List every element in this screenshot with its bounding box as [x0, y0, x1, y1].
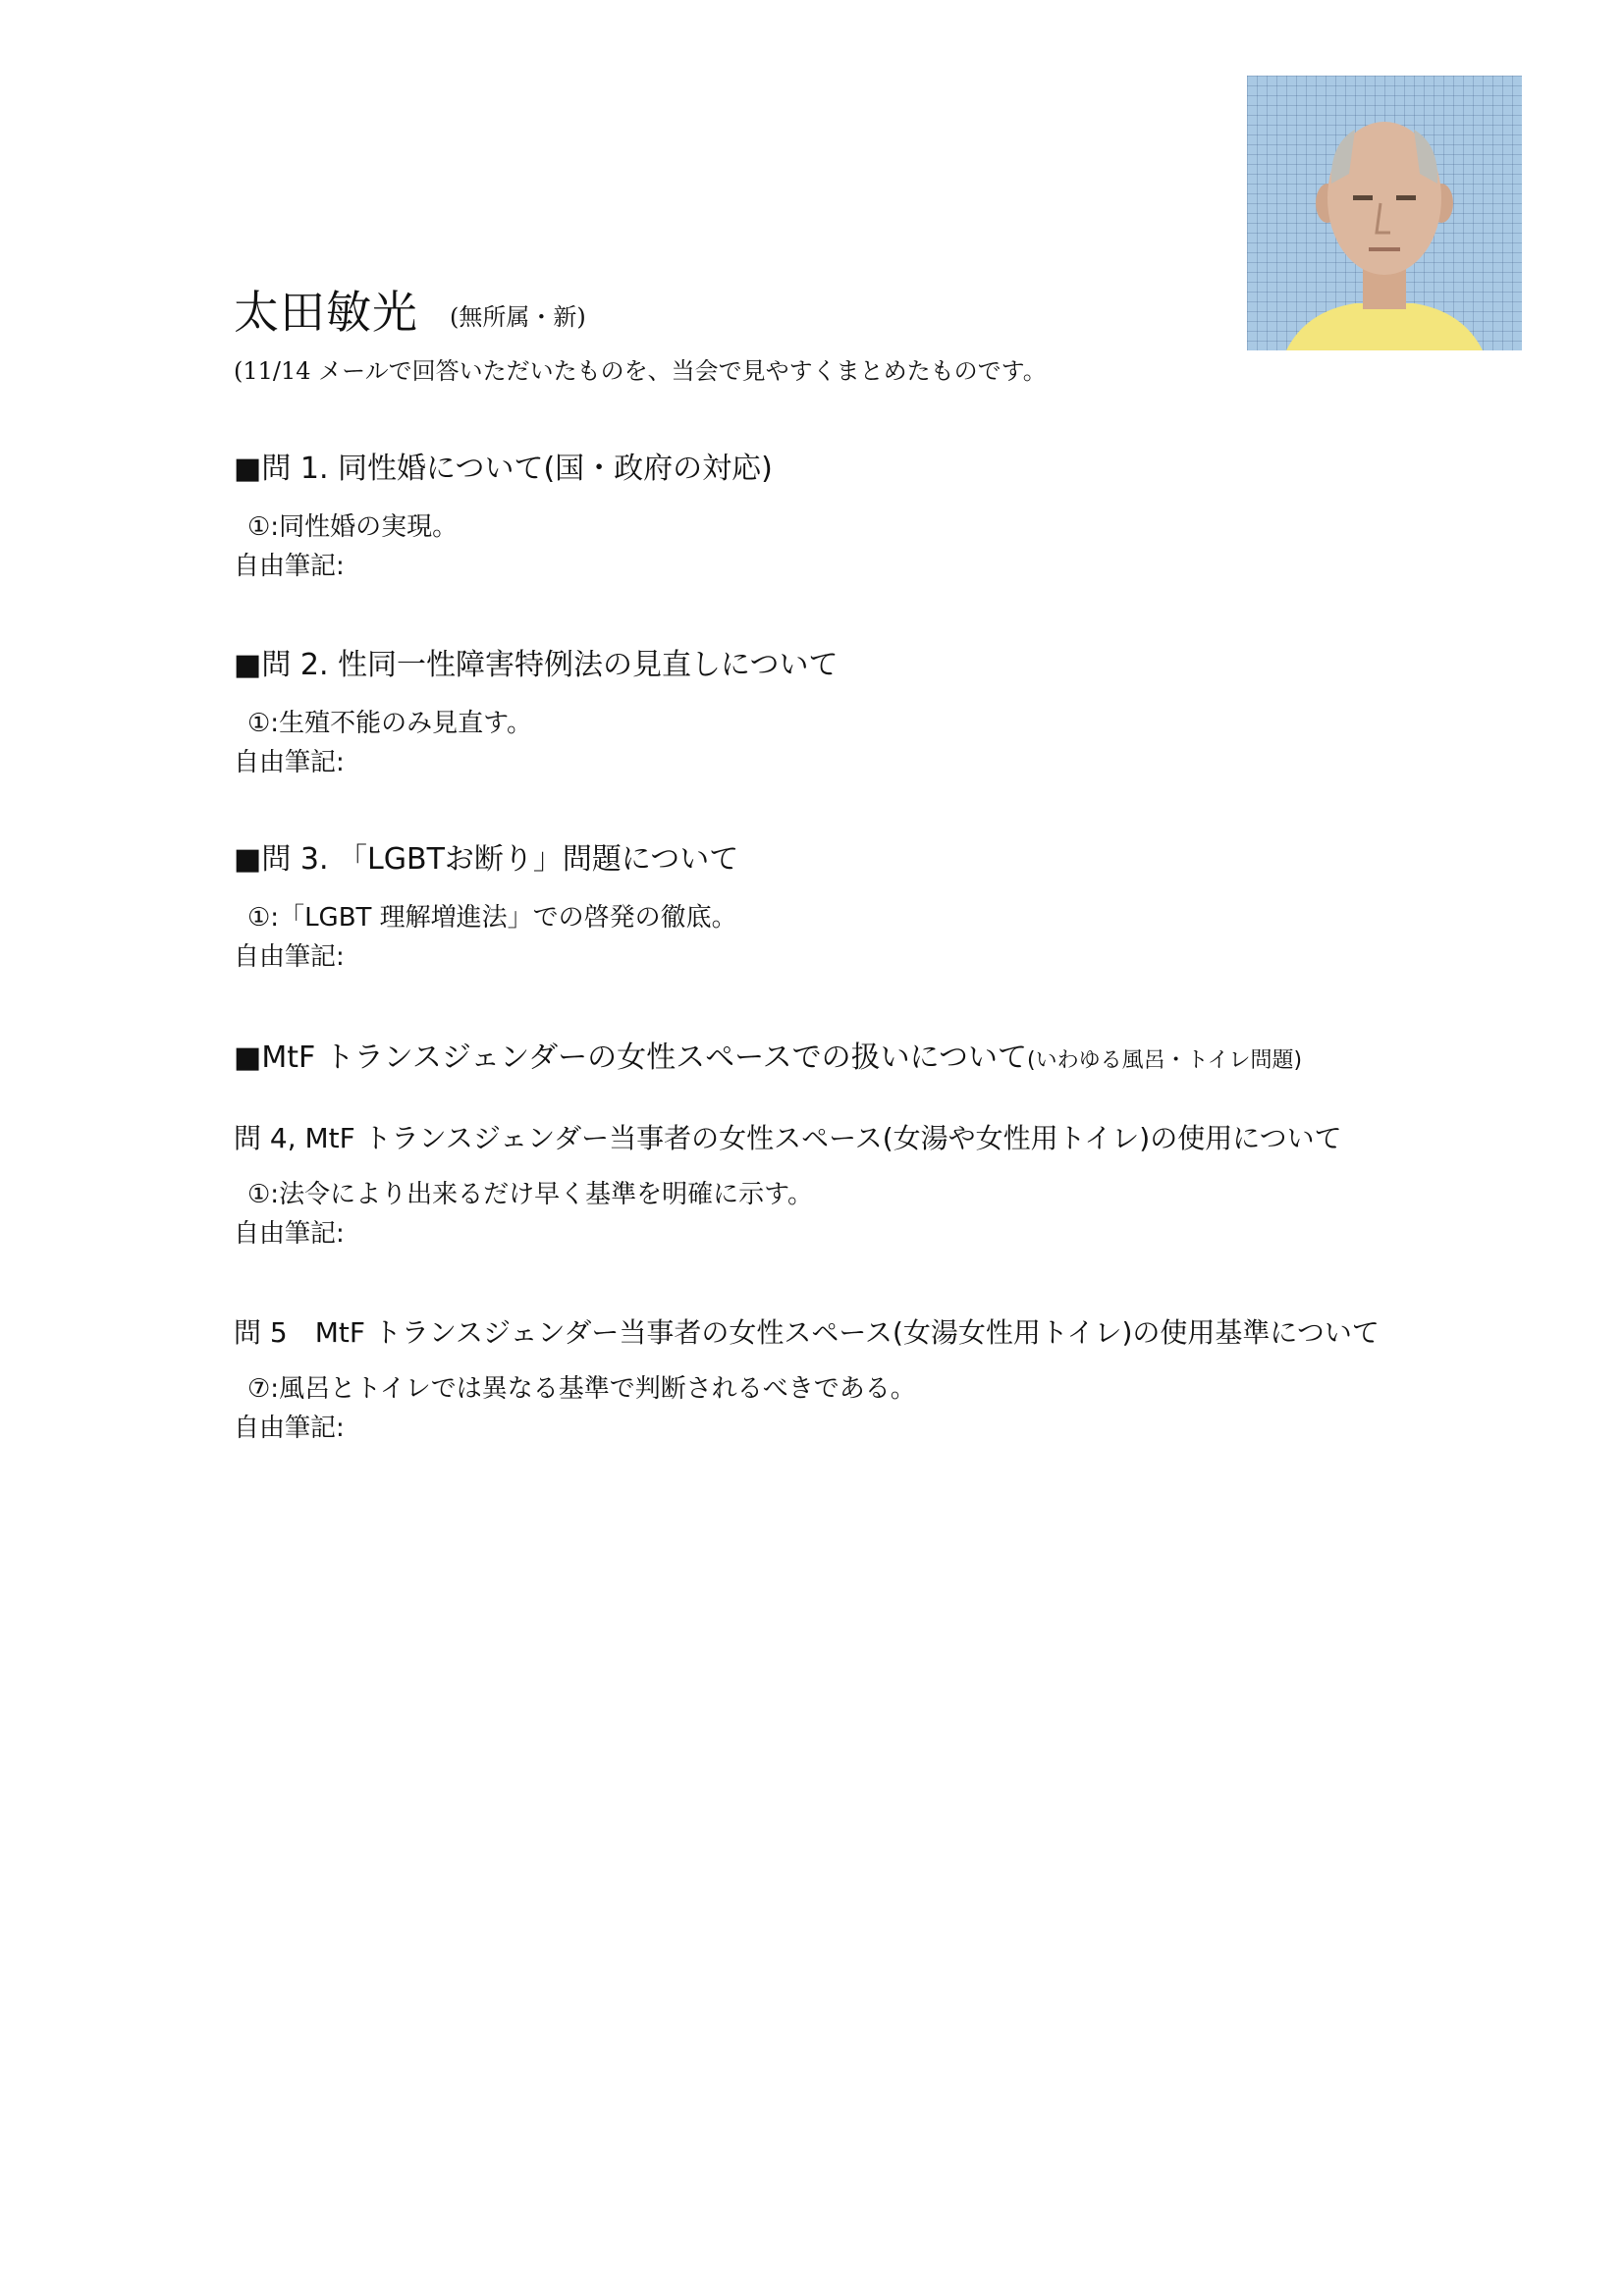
mtf-section-heading [234, 1039, 1302, 1081]
portrait-photo [1247, 76, 1522, 350]
question-3: ■問 3. 「LGBTお断り」問題について [234, 842, 739, 877]
question-1: ■問 1. 同性婚について(国・政府の対応) [234, 452, 773, 486]
candidate-name: 太田敏光 [234, 286, 418, 339]
question-5: 問 5 MtF トランスジェンダー当事者の女性スペース(女湯女性用トイレ)の使用基準について [234, 1316, 1380, 1349]
question-4: 問 4, MtF トランスジェンダー当事者の女性スペース(女湯や女性用トイレ)の使用について [234, 1122, 1342, 1154]
answer-3: ①:「LGBT 理解増進法」での啓発の徹底。 [247, 903, 737, 933]
candidate-affiliation: (無所属・新) [450, 303, 586, 331]
free-note-4: 自由筆記: [234, 1219, 345, 1249]
answer-5: ⑦:風呂とトイレでは異なる基準で判断されるべきである。 [247, 1374, 916, 1404]
answer-1: ①:同性婚の実現。 [247, 512, 459, 542]
mtf-heading-main: ■MtF トランスジェンダーの女性スペースでの扱いについて [234, 1041, 1027, 1075]
answer-2: ①:生殖不能のみ見直す。 [247, 709, 532, 738]
question-2: ■問 2. 性同一性障害特例法の見直しについて [234, 648, 839, 682]
free-note-5: 自由筆記: [234, 1414, 345, 1443]
free-note-2: 自由筆記: [234, 748, 345, 777]
free-note-3: 自由筆記: [234, 942, 345, 972]
mtf-heading-sub: (いわゆる風呂・トイレ問題) [1026, 1048, 1303, 1073]
free-note-1: 自由筆記: [234, 552, 345, 581]
header-note: (11/14 メールで回答いただいたものを、当会で見やすくまとめたものです。 [234, 357, 1047, 385]
answer-4: ①:法令により出来るだけ早く基準を明確に示す。 [247, 1180, 813, 1209]
